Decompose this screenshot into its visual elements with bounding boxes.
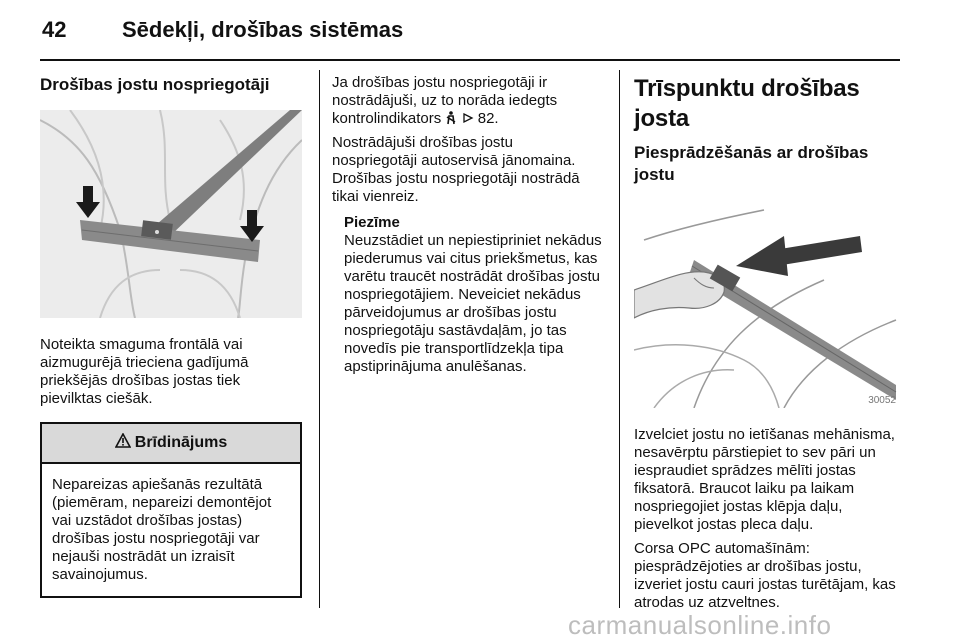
pretensioner-paragraph: Noteikta smaguma frontālā vai aizmugurējā trieciena gadījumā priekšējās drošības jostas tiek pievilktas ciešāk.	[40, 336, 249, 407]
warning-icon	[115, 433, 131, 453]
warning-box	[40, 422, 302, 598]
page-number: 42	[42, 17, 67, 42]
column-1	[40, 74, 302, 598]
note-title: Piezīme	[344, 214, 400, 231]
header-rule	[40, 59, 900, 61]
pretensioner-illustration	[40, 110, 302, 318]
seatbelt-pretensioner-indicator-icon	[445, 111, 457, 125]
column-divider-1	[319, 70, 320, 608]
note-block	[344, 214, 602, 376]
column-divider-2	[619, 70, 620, 608]
watermark: carmanualsonline.info	[568, 610, 832, 640]
indicator-paragraph	[332, 74, 602, 128]
indicator-paragraph-text: Ja drošības jostu nospriegotāji ir nostrādājuši, uz to norāda iedegts kontrolindikators	[332, 74, 558, 127]
opc-paragraph: Corsa OPC automašīnām: piesprādzējoties ar drošības jostu, izveriet jostu cauri jostas turētājam, kas atrodas uz atzveltnes.	[634, 540, 896, 611]
column-3	[634, 74, 900, 612]
page-reference-arrow-icon	[462, 111, 474, 125]
section-heading-large: Trīspunktu drošības josta	[634, 75, 860, 132]
page-title: Sēdekļi, drošības sistēmas	[122, 17, 404, 42]
replacement-paragraph: Nostrādājuši drošības jostu nospriegotāji autoservisā jānomaina. Drošības jostu nospriegotāji nostrādā tikai vienreiz.	[332, 134, 580, 205]
fastening-belt-illustration	[634, 200, 900, 408]
section-heading: Drošības jostu nospriegotāji	[40, 75, 270, 94]
warning-title: Brīdinājums	[134, 434, 228, 451]
column-2	[332, 74, 602, 376]
subsection-heading: Piesprādzēšanās ar drošības jostu	[634, 143, 869, 184]
warning-text: Nepareizas apiešanās rezultātā (piemēram, nepareizi demontējot vai uzstādot drošības jostas) drošības jostu nospriegotāji var nejauši nostrādāt un izraisīt savainojumus.	[52, 476, 272, 583]
note-text: Neuzstādiet un nepiestipriniet nekādus piederumus vai citus priekšmetus, kas varētu traucēt nostrādāt drošības jostu nospriegotājiem. Neveiciet nekādus pārveidojumus ar drošības jostu nospriegotāju sastāvdaļām, jo tas novedīs pie transportlīdzekļa tipa apstiprinājuma anulēšanas.	[344, 232, 602, 375]
indicator-page-ref: 82.	[477, 110, 499, 127]
figure-code: 30052	[868, 395, 896, 406]
fastening-paragraph: Izvelciet jostu no ietīšanas mehānisma, nesavērptu pārstiepiet to sev pāri un iespraudiet sprādzes mēlīti jostas fiksatorā. Braucot laiku pa laikam nospriegojiet jostas klēpja daļu, pievelkot jostas pleca daļu.	[634, 426, 895, 533]
warning-header	[42, 424, 300, 464]
